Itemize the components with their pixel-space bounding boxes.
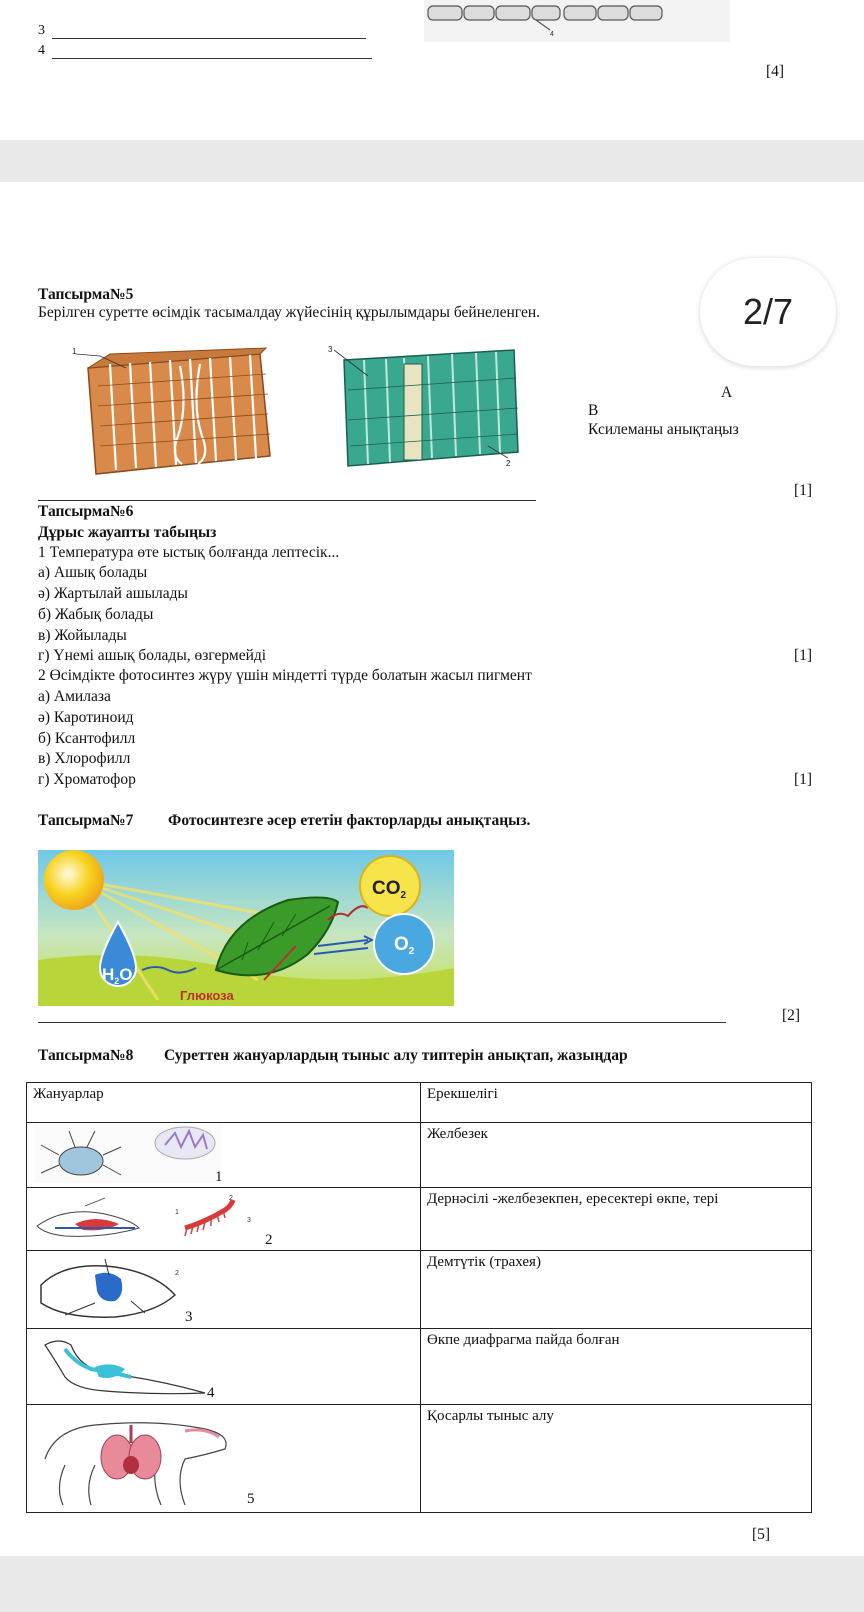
task6-q1-score: [1] <box>794 647 813 664</box>
task6-q2: 2 Өсімдікте фотосинтез жүру үшін міндетті түрде болатын жасыл пигмент <box>38 667 532 684</box>
table-header-row <box>27 1083 812 1123</box>
animal-cell-5 <box>27 1405 421 1513</box>
animal-number-3: 3 <box>185 1309 193 1325</box>
task7-text: Фотосинтезге әсер ететін факторларды анықтаңыз. <box>168 812 531 829</box>
task5-text: Берілген суретте өсімдік тасымалдау жүйесінің құрылымдары бейнеленген. <box>38 304 540 321</box>
task5-question: Ксилеманы анықтаңыз <box>588 421 739 438</box>
task5-answer-line <box>38 500 536 501</box>
h2o-o: O <box>119 965 133 984</box>
table-row <box>27 1188 812 1251</box>
h2o-h: H <box>102 965 115 984</box>
fig3-label-2: 2 <box>175 1270 179 1277</box>
task8-title: Тапсырма№8 <box>38 1047 134 1064</box>
task8-text: Суреттен жануарлардың тыныс алу типтерін анықтап, жазыңдар <box>164 1047 628 1064</box>
table-row <box>27 1123 812 1188</box>
task7-title: Тапсырма№7 <box>38 812 134 829</box>
task6-q1-option-a: а) Ашық болады <box>38 564 148 581</box>
phloem-figure <box>328 346 538 482</box>
table-row <box>27 1405 812 1513</box>
task5-score: [1] <box>794 482 813 499</box>
co2-sub: 2 <box>400 890 407 901</box>
phloem-label-3: 3 <box>328 346 333 354</box>
task6-q1-option-g: г) Үнемі ашық болады, өзгермейді <box>38 647 267 664</box>
glucose-label: Глюкоза <box>180 988 234 1003</box>
mammal-lungs-figure <box>35 1409 235 1509</box>
task7-score: [2] <box>782 1007 801 1024</box>
feature-cell-3: Демтүтік (трахея) <box>421 1251 812 1329</box>
animal-cell-2 <box>27 1188 421 1251</box>
feature-cell-4: Өкпе диафрагма пайда болған <box>421 1329 812 1405</box>
line-number-4: 4 <box>38 43 45 58</box>
fig2-label-3: 3 <box>247 1217 251 1224</box>
task5-title: Тапсырма№5 <box>38 286 134 303</box>
task7-answer-line <box>38 1022 726 1023</box>
fig2-label-1: 1 <box>175 1209 179 1216</box>
insect-trachea-figure <box>35 1255 185 1325</box>
animal-number-5: 5 <box>247 1491 255 1507</box>
fig2-label-2: 2 <box>229 1195 233 1202</box>
photosynthesis-figure <box>38 850 454 1006</box>
animal-cell-1 <box>27 1123 421 1188</box>
task6-title: Тапсырма№6 <box>38 503 134 520</box>
crayfish-gills-figure <box>35 1125 221 1183</box>
respiration-table <box>26 1082 812 1513</box>
animal-cell-4 <box>27 1329 421 1405</box>
task6-q2-score: [1] <box>794 771 813 788</box>
figure-label-4: 4 <box>550 31 554 38</box>
animal-number-1: 1 <box>215 1169 223 1185</box>
feature-cell-1: Желбезек <box>421 1123 812 1188</box>
answer-line-4 <box>52 58 372 59</box>
animal-number-2: 2 <box>265 1232 273 1248</box>
table-row <box>27 1329 812 1405</box>
task6-q1-option-v: в) Жойылады <box>38 627 127 644</box>
task6-q2-option-a: а) Амилаза <box>38 688 111 705</box>
o2-text: O <box>394 934 409 955</box>
page-fragment-top <box>0 0 864 140</box>
task6-q2-option-g: г) Хроматофор <box>38 771 136 788</box>
line-number-3: 3 <box>38 23 45 38</box>
task5-option-b: В <box>588 402 599 419</box>
h2o-sub: 2 <box>114 976 120 986</box>
header-animals: Жануарлар <box>27 1083 421 1123</box>
sun-icon <box>44 850 104 910</box>
task6-q1-option-ae: ә) Жартылай ашылады <box>38 585 188 602</box>
leaf-tissue-figure <box>424 0 730 42</box>
o2-sub: 2 <box>408 946 415 957</box>
task6-subtitle: Дұрыс жауапты табыңыз <box>38 524 217 541</box>
task6-q1-option-b: б) Жабық болады <box>38 606 154 623</box>
table-row <box>27 1251 812 1329</box>
task6-q2-option-ae: ә) Каротиноид <box>38 709 134 726</box>
animal-number-4: 4 <box>207 1385 215 1401</box>
header-feature: Ерекшелігі <box>421 1083 812 1123</box>
feature-cell-2: Дернәсілі -желбезекпен, ересектері өкпе, тері <box>421 1188 812 1251</box>
page-indicator: 2/7 <box>700 258 836 366</box>
xylem-figure <box>70 346 280 482</box>
answer-line-3 <box>52 38 366 39</box>
bird-lungs-figure <box>35 1333 215 1403</box>
score-task4: [4] <box>766 63 785 80</box>
co2-text: CO <box>372 878 401 899</box>
task6-q1: 1 Температура өте ыстық болғанда лептесік... <box>38 544 340 561</box>
xylem-label-1: 1 <box>72 347 77 356</box>
animal-cell-3 <box>27 1251 421 1329</box>
task6-q2-option-v: в) Хлорофилл <box>38 750 131 767</box>
phloem-label-2: 2 <box>506 459 511 468</box>
feature-cell-5: Қосарлы тыныс алу <box>421 1405 812 1513</box>
frog-gills-figure <box>35 1192 265 1246</box>
task5-option-a: А <box>721 384 733 401</box>
task6-q2-option-b: б) Ксантофилл <box>38 730 136 747</box>
task8-score: [5] <box>752 1526 771 1543</box>
